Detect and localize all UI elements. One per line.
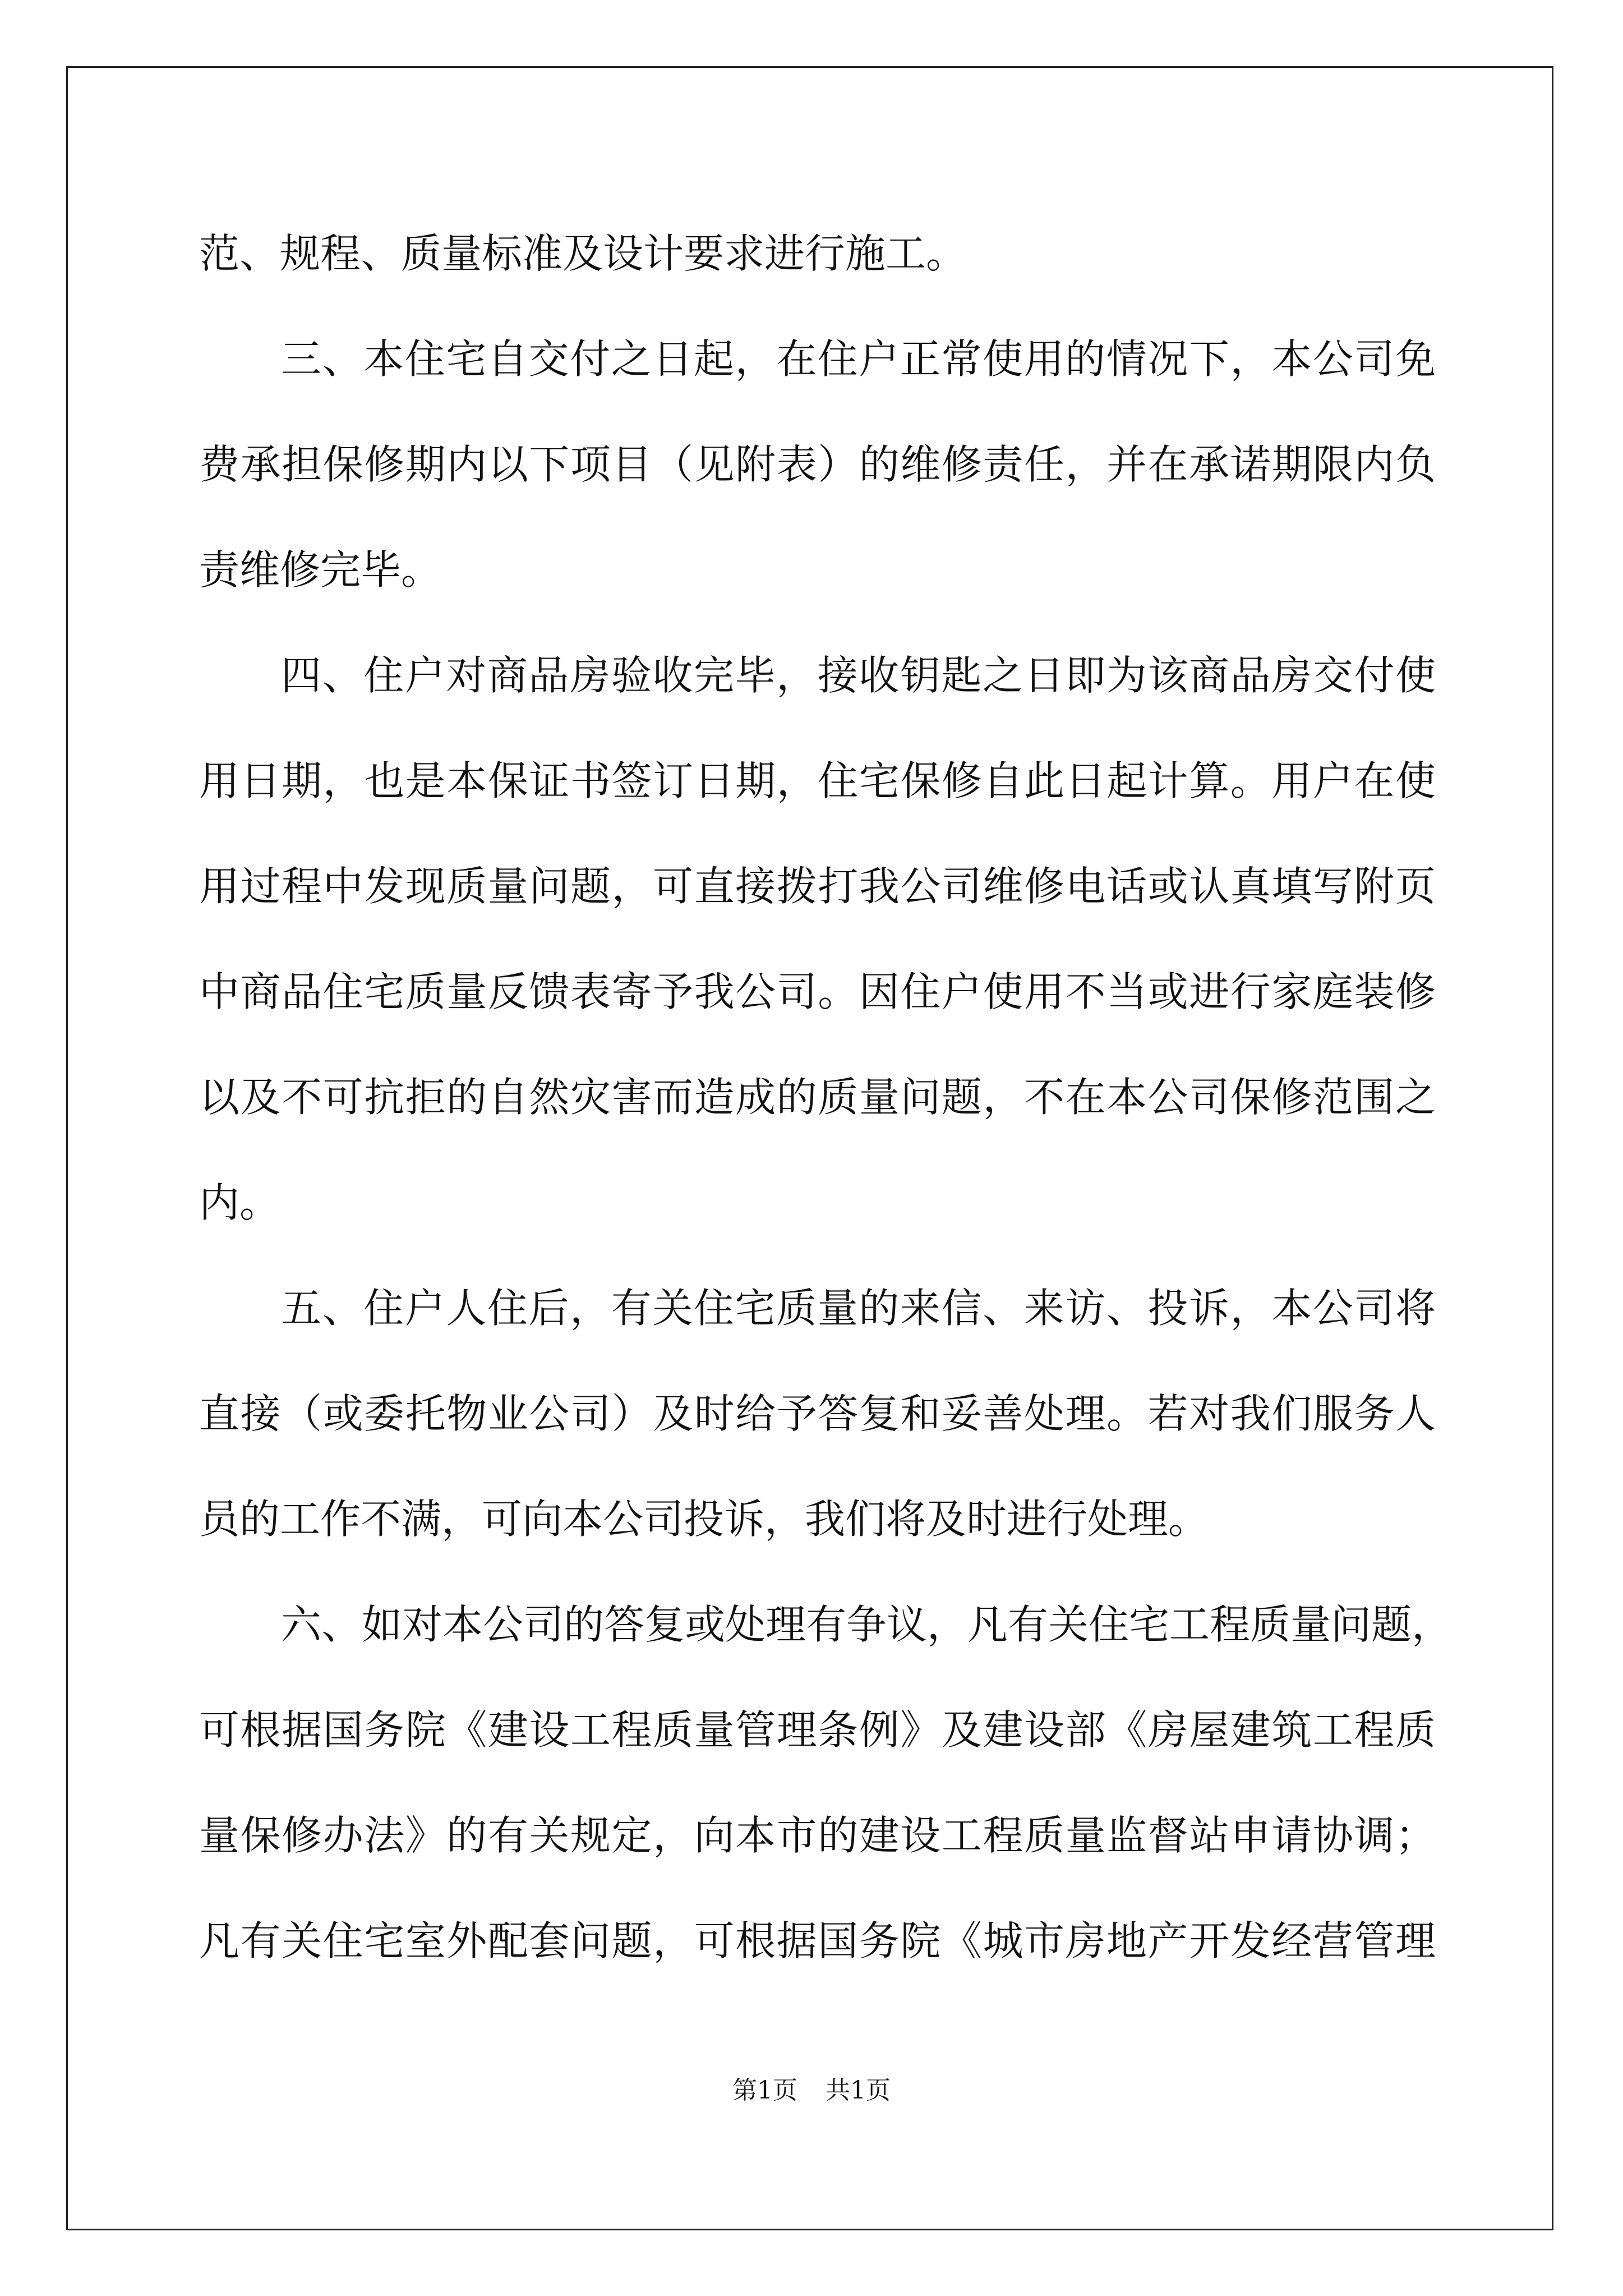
paragraph-line: 员的工作不满，可向本公司投诉，我们将及时进行处理。 [199,1496,1209,1543]
paragraph-line: 四、住户对商品房验收完毕，接收钥匙之日即为该商品房交付使 [281,652,1436,699]
paragraph-line: 以及不可抗拒的自然灾害而造成的质量问题，不在本公司保修范围之 [199,1074,1436,1121]
paragraph-line: 责维修完毕。 [199,546,442,593]
document-body [199,201,1453,1994]
paragraph-line: 用日期，也是本保证书签订日期，住宅保修自此日起计算。用户在使 [199,757,1436,804]
paragraph-line: 可根据国务院《建设工程质量管理条例》及建设部《房屋建筑工程质 [199,1706,1436,1754]
paragraph-line: 五、住户人住后，有关住宅质量的来信、来访、投诉，本公司将 [281,1285,1436,1332]
paragraph-line: 直接（或委托物业公司）及时给予答复和妥善处理。若对我们服务人 [199,1390,1436,1437]
page-number: 第1页 [732,2076,797,2105]
paragraph-line: 用过程中发现质量问题，可直接拨打我公司维修电话或认真填写附页 [199,863,1436,910]
paragraph-line: 费承担保修期内以下项目（见附表）的维修责任，并在承诺期限内负 [199,441,1436,488]
paragraph-line: 范、规程、质量标准及设计要求进行施工。 [199,230,967,277]
page-total: 共1页 [826,2076,891,2105]
paragraph-line: 内。 [199,1179,280,1226]
page-footer [0,2070,1623,2106]
paragraph-line: 六、如对本公司的答复或处理有争议，凡有关住宅工程质量问题， [281,1601,1453,1648]
paragraph-line: 中商品住宅质量反馈表寄予我公司。因住户使用不当或进行家庭装修 [199,968,1436,1015]
paragraph-line: 三、本住宅自交付之日起，在住户正常使用的情况下，本公司免 [281,335,1436,383]
paragraph-line: 量保修办法》的有关规定，向本市的建设工程质量监督站申请协调； [199,1812,1436,1859]
paragraph-line: 凡有关住宅室外配套问题，可根据国务院《城市房地产开发经营管理 [199,1917,1436,1964]
